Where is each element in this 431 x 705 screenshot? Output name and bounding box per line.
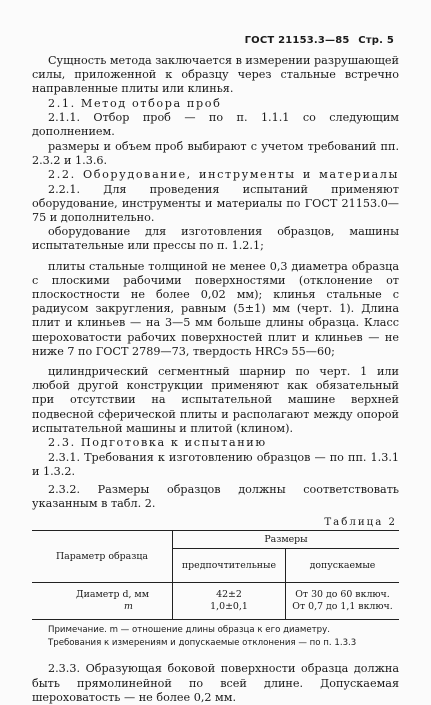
table-header-sizes: Размеры: [173, 531, 400, 549]
table-cell-preferred: 42±2 1,0±0,1: [173, 583, 286, 620]
page-header: [245, 35, 394, 46]
paragraph-2-2-1: 2.2.1. Для проведения испытаний применяют оборудование, инструменты и материалы по ГОСТ 21153.0—75 и дополнительно.: [32, 182, 399, 225]
section-2-2-heading: 2.2. Оборудование, инструменты и материалы: [48, 168, 399, 182]
table-cell-parameter: Диаметр d, мм m: [32, 583, 173, 620]
table-row: [32, 583, 399, 620]
table-header-allowed: допускаемые: [286, 549, 400, 583]
paragraph-sample-size: размеры и объем проб выбирают с учетом требований пп. 2.3.2 и 1.3.6.: [32, 139, 399, 167]
table-cell-allowed: От 30 до 60 включ. От 0,7 до 1,1 включ.: [286, 583, 400, 620]
measurement-note: Требования к измерениям и допускаемые отклонения — по п. 1.3.3: [48, 638, 357, 649]
paragraph-2-3-1: 2.3.1. Требования к изготовлению образцов — по пп. 1.3.1 и 1.3.2.: [32, 450, 399, 478]
header-page: Стр. 5: [358, 35, 394, 46]
document-body: [32, 54, 399, 705]
paragraph-2-3-2: 2.3.2. Размеры образцов должны соответствовать указанным в табл. 2.: [32, 483, 399, 511]
header-doc: ГОСТ 21153.3—85: [244, 35, 350, 46]
paragraph-plates: плиты стальные толщиной не менее 0,3 диаметра образца с плоскими рабочими поверхностями (отклонение от плоскостности не более 0,02 мм); клинья стальные с радиусом закругления, равным (5±1) мм (черт. 1). Длина плит и клиньев — на 3—5 мм больше длины образца. Класс шероховатости рабочих поверхностей плит и клиньев — не ниже 7 по ГОСТ 2789—73, твердость HRCэ 55—60;: [32, 259, 399, 358]
table-caption: Таблица 2: [324, 517, 397, 529]
paragraph-2-1-1: 2.1.1. Отбор проб — по п. 1.1.1 со следующим дополнением.: [32, 111, 399, 139]
section-2-1-heading: 2.1. Метод отбора проб: [48, 96, 222, 110]
sample-size-table: [32, 530, 399, 620]
section-2-3-heading: 2.3. Подготовка к испытанию: [48, 436, 267, 450]
paragraph-2-3-3: 2.3.3. Образующая боковой поверхности образца должна быть прямолинейной по всей длине. Допускаемая шероховатость — не более 0,2 мм.: [32, 662, 399, 704]
paragraph-hinge: цилиндрический сегментный шарнир по черт. 1 или любой другой конструкции применяют как обязательный при отсутствии на испытательной машине верхней подвесной сферической плиты и располагают между опорой испытательной машины и плитой (клином).: [32, 365, 399, 435]
paragraph-equipment: оборудование для изготовления образцов, машины испытательные или прессы по п. 1.2.1;: [32, 225, 399, 253]
table-header-parameter: Параметр образца: [32, 531, 173, 583]
table-header-preferred: предпочтительные: [173, 549, 286, 583]
paragraph-essence: Сущность метода заключается в измерении разрушающей силы, приложенной к образцу через стальные встречно направленные плиты или клинья.: [32, 54, 399, 96]
table-note: Примечание. m — отношение длины образца к его диаметру.: [48, 625, 330, 636]
